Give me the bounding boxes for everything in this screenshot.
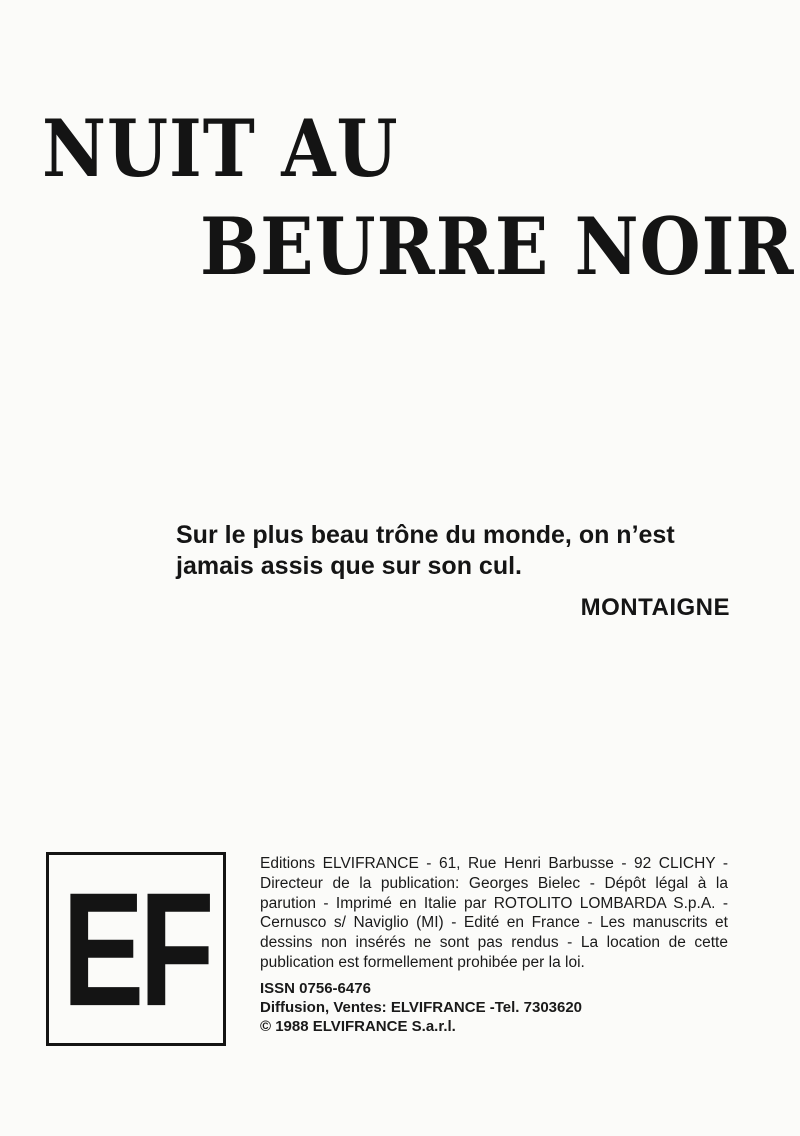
imprint-distribution: Diffusion, Ventes: ELVIFRANCE -Tel. 7303620 <box>260 998 583 1016</box>
imprint <box>260 854 728 1036</box>
imprint-paragraph: Editions ELVIFRANCE - 61, Rue Henri Barbusse - 92 CLICHY - Directeur de la publication: Georges Bielec - Dépôt légal à la parution - Imprimé en Italie par ROTOLITO LOMBARDA S.p.A. - Cernusco s/ Naviglio (MI) - Edité en France - Les manuscrits et dessins non insérés ne sont pas rendus - La location de cette publication est formellement prohibée per la loi. <box>260 855 728 971</box>
imprint-issn: ISSN 0756-6476 <box>260 979 371 997</box>
title-line-1: NUIT AU <box>42 102 399 195</box>
publisher-logo-text: EF <box>62 858 210 1040</box>
quote-author: MONTAIGNE <box>580 594 730 621</box>
title-line-2: BEURRE NOIR <box>200 200 795 293</box>
quote-text: Sur le plus beau trône du monde, on n’est jamais assis que sur son cul. <box>176 521 675 580</box>
imprint-copyright: © 1988 ELVIFRANCE S.a.r.l. <box>260 1017 456 1035</box>
publisher-logo <box>46 852 226 1046</box>
